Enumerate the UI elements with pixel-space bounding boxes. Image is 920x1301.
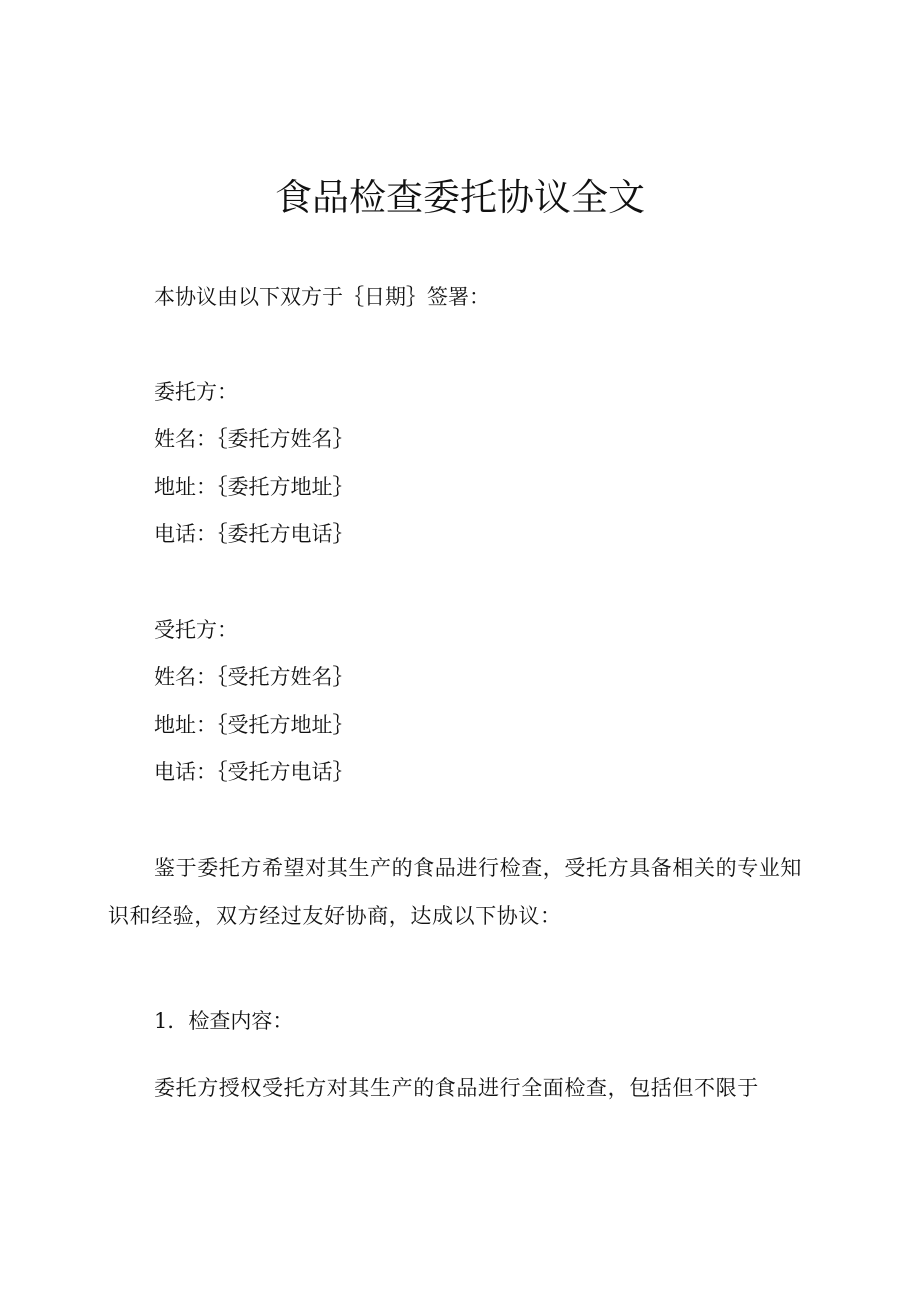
client-address: 地址：｛委托方地址｝ [154,475,354,499]
section-1-body: 委托方授权受托方对其生产的食品进行全面检查，包括但不限于 [154,1076,759,1100]
trustee-address: 地址：｛受托方地址｝ [154,713,354,737]
trustee-name: 姓名：｛受托方姓名｝ [154,665,354,689]
trustee-heading: 受托方： [154,618,238,642]
client-name: 姓名：｛委托方姓名｝ [154,427,354,451]
preamble-paragraph: 鉴于委托方希望对其生产的食品进行检查，受托方具备相关的专业知识和经验，双方经过友好协商，达成以下协议： [108,856,802,928]
trustee-phone: 电话：｛受托方电话｝ [154,760,354,784]
client-phone: 电话：｛委托方电话｝ [154,522,354,546]
document-title: 食品检查委托协议全文 [275,176,645,219]
client-heading: 委托方： [154,380,238,404]
intro-line: 本协议由以下双方于｛日期｝签署： [154,285,490,309]
section-1-heading: 1．检查内容： [154,1009,294,1033]
